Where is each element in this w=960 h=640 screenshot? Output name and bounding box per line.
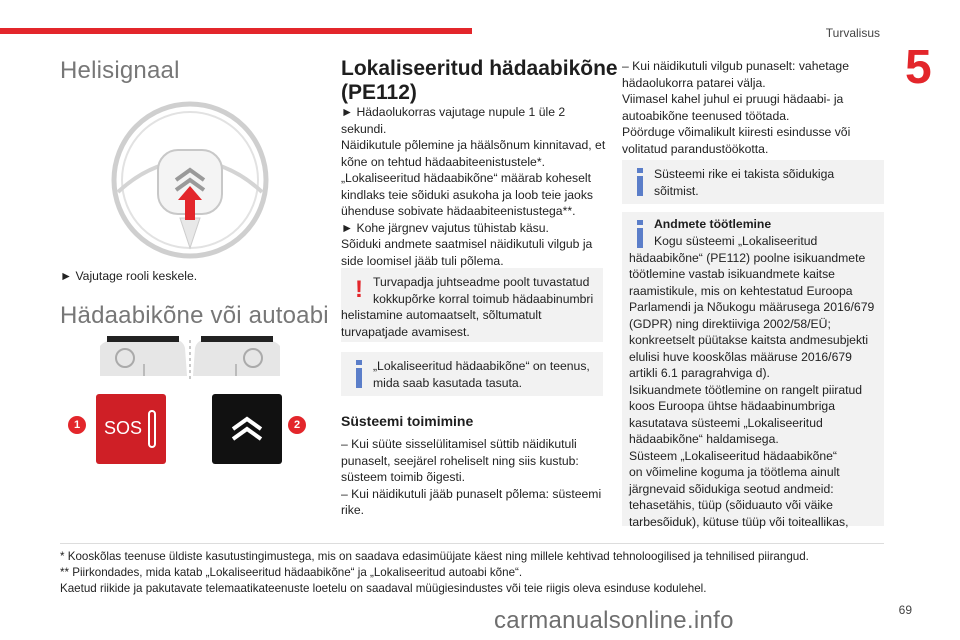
pe112-paragraph: ► Hädaolukorras vajutage nupule 1 üle 2 sekundi. Näidikutule põlemine ja häälsõnum kinnitavad, et kõne on tehtud hädaabiteenistustele*. „Lokaliseeritud hädaabikõne“ määrab koheselt kindlaks teie sõiduki asukoha ja loob teie jaoks ühenduse sobivate hädaabiteenistustega**. ► Kohe järgnev vajutus tühistab käsu. Sõiduki andmete saatmisel näidikutuli vilgub ja side loomisel jääb tuli põlema.	[341, 105, 606, 268]
section-name: Turvalisus	[825, 26, 880, 40]
col3-paragraph: – Kui näidikutuli vilgub punaselt: vahetage hädaolukorra patarei välja. Viimasel kahel juhul ei pruugi hädaabi- ja autoabikõne teenused töötada. Pöörduge võimalikult kiiresti esindusse või volitatud parandustöökotta.	[622, 59, 851, 156]
horn-title: Helisignaal	[60, 57, 180, 84]
chapter-number: 5	[905, 41, 932, 94]
data-processing-text: hädaabikõne“ (PE112) poolne isikuandmete töötlemine vastab isikuandmete kaitse raamistikule, mis on kehtestatud Euroopa Parlamendi ja Nõukogu määrusega 2016/679 (GDPR) ning direktiiviga 2002/58/EÜ; konkreetselt püütakse kaitsta andmesubjekti elulisi huve kooskõlas määruse 2016/679 artikli 6.1 paragrahviga d). Isikuandmete töötlemine on rangelt piiratud koos Euroopa ühtse hädaabinumbriga kasutatava süsteemi „Lokaliseeritud hädaabikõne“ haldamisega. Süsteem „Lokaliseeritud hädaabikõne“ on võimeline koguma ja töötlema ainult järgnevaid sõidukiga seotud andmeid: tehasetähis, tüüp (sõiduauto või väike tarbesõiduk), kütuse tüüp või toiteallikas,	[629, 250, 875, 529]
warning-box: ! Turvapadja juhtseadme poolt tuvastatud kokkupõrke korral toimub hädaabinumbri helistamine automaatselt, sõltumatult turvapatjade avamisest.	[341, 268, 603, 342]
sos-button[interactable]	[96, 394, 166, 464]
sos-label: SOS	[104, 418, 143, 438]
warning-icon: !	[355, 276, 363, 303]
info-icon	[354, 360, 364, 388]
system-operation-text: – Kui süüte sisselülitamisel süttib näidikutuli punaselt, seejärel roheliselt ning siis kustub: süsteem toimib õigesti. – Kui näidikutuli jääb punaselt põlema: süsteemi rike.	[341, 437, 602, 517]
page-number: 69	[898, 603, 912, 617]
assistance-button[interactable]	[212, 394, 282, 464]
steering-wheel-illustration	[100, 100, 280, 260]
callout-badge-1: 1	[68, 416, 86, 434]
system-operation-title: Süsteemi toimimine	[341, 413, 474, 429]
footnotes	[60, 549, 809, 597]
callout-badge-2: 2	[288, 416, 306, 434]
footnote-2: ** Piirkondades, mida katab „Lokaliseeritud hädaabikõne“ ja „Lokaliseeritud autoabi kõne“.	[60, 566, 523, 579]
data-processing-title: Andmete töötlemine	[654, 217, 772, 231]
footnote-3: Kaetud riikide ja pakutavate telemaatikateenuste loetelu on saadaval müügiesindustes või teie riigis oleva esinduse kodulehel.	[60, 582, 707, 595]
footnote-divider	[60, 543, 884, 544]
header-red-bar	[0, 28, 472, 34]
horn-instruction: ► Vajutage rooli keskele.	[60, 269, 198, 283]
overhead-console-illustration	[95, 336, 285, 384]
emergency-title: Hädaabikõne või autoabi	[60, 302, 329, 329]
info-icon	[635, 220, 645, 248]
data-processing-box: Andmete töötlemine Kogu süsteemi „Lokaliseeritud hädaabikõne“ (PE112) poolne isikuandmete töötlemine vastab isikuandmete kaitse raamistikule, mis on kehtestatud Euroopa Parlamendi ja Nõukogu määrusega 2016/679 (GDPR) ning direktiiviga 2002/58/EÜ; konkreetselt püütakse kaitsta andmesubjekti elulisi huve kooskõlas määruse 2016/679 artikli 6.1 paragrahviga d). Isikuandmete töötlemine on rangelt piiratud koos Euroopa ühtse hädaabinumbriga kasutatava süsteemi „Lokaliseeritud hädaabikõne“ haldamisega. Süsteem „Lokaliseeritud hädaabikõne“ on võimeline koguma ja töötlema ainult järgnevaid sõidukiga seotud andmeid: tehasetähis, tüüp (sõiduauto või väike tarbesõiduk), kütuse tüüp või toiteallikas,	[622, 212, 884, 526]
watermark: carmanualsonline.info	[494, 607, 734, 634]
info-text-free-service: „Lokaliseeritud hädaabikõne“ on teenus, mida saab kasutada tasuta.	[373, 359, 590, 390]
citroen-chevrons-icon	[227, 409, 267, 449]
info-box-fault	[622, 160, 884, 204]
pe112-title: Lokaliseeritud hädaabikõne (PE112)	[341, 57, 618, 104]
warning-text: Turvapadja juhtseadme poolt tuvastatud kokkupõrke korral toimub hädaabinumbri	[373, 275, 594, 306]
footnote-1: * Kooskõlas teenuse üldiste kasutustingimustega, mis on saadava edasimüüjate käest ning millele kehtivad tehnoloogilised ja tehnilised piirangud.	[60, 550, 809, 563]
info-box-free-service	[341, 352, 603, 396]
info-text-fault: Süsteemi rike ei takista sõidukiga sõitmist.	[654, 167, 835, 198]
sos-indicator-icon	[148, 410, 156, 448]
info-icon	[635, 168, 645, 196]
